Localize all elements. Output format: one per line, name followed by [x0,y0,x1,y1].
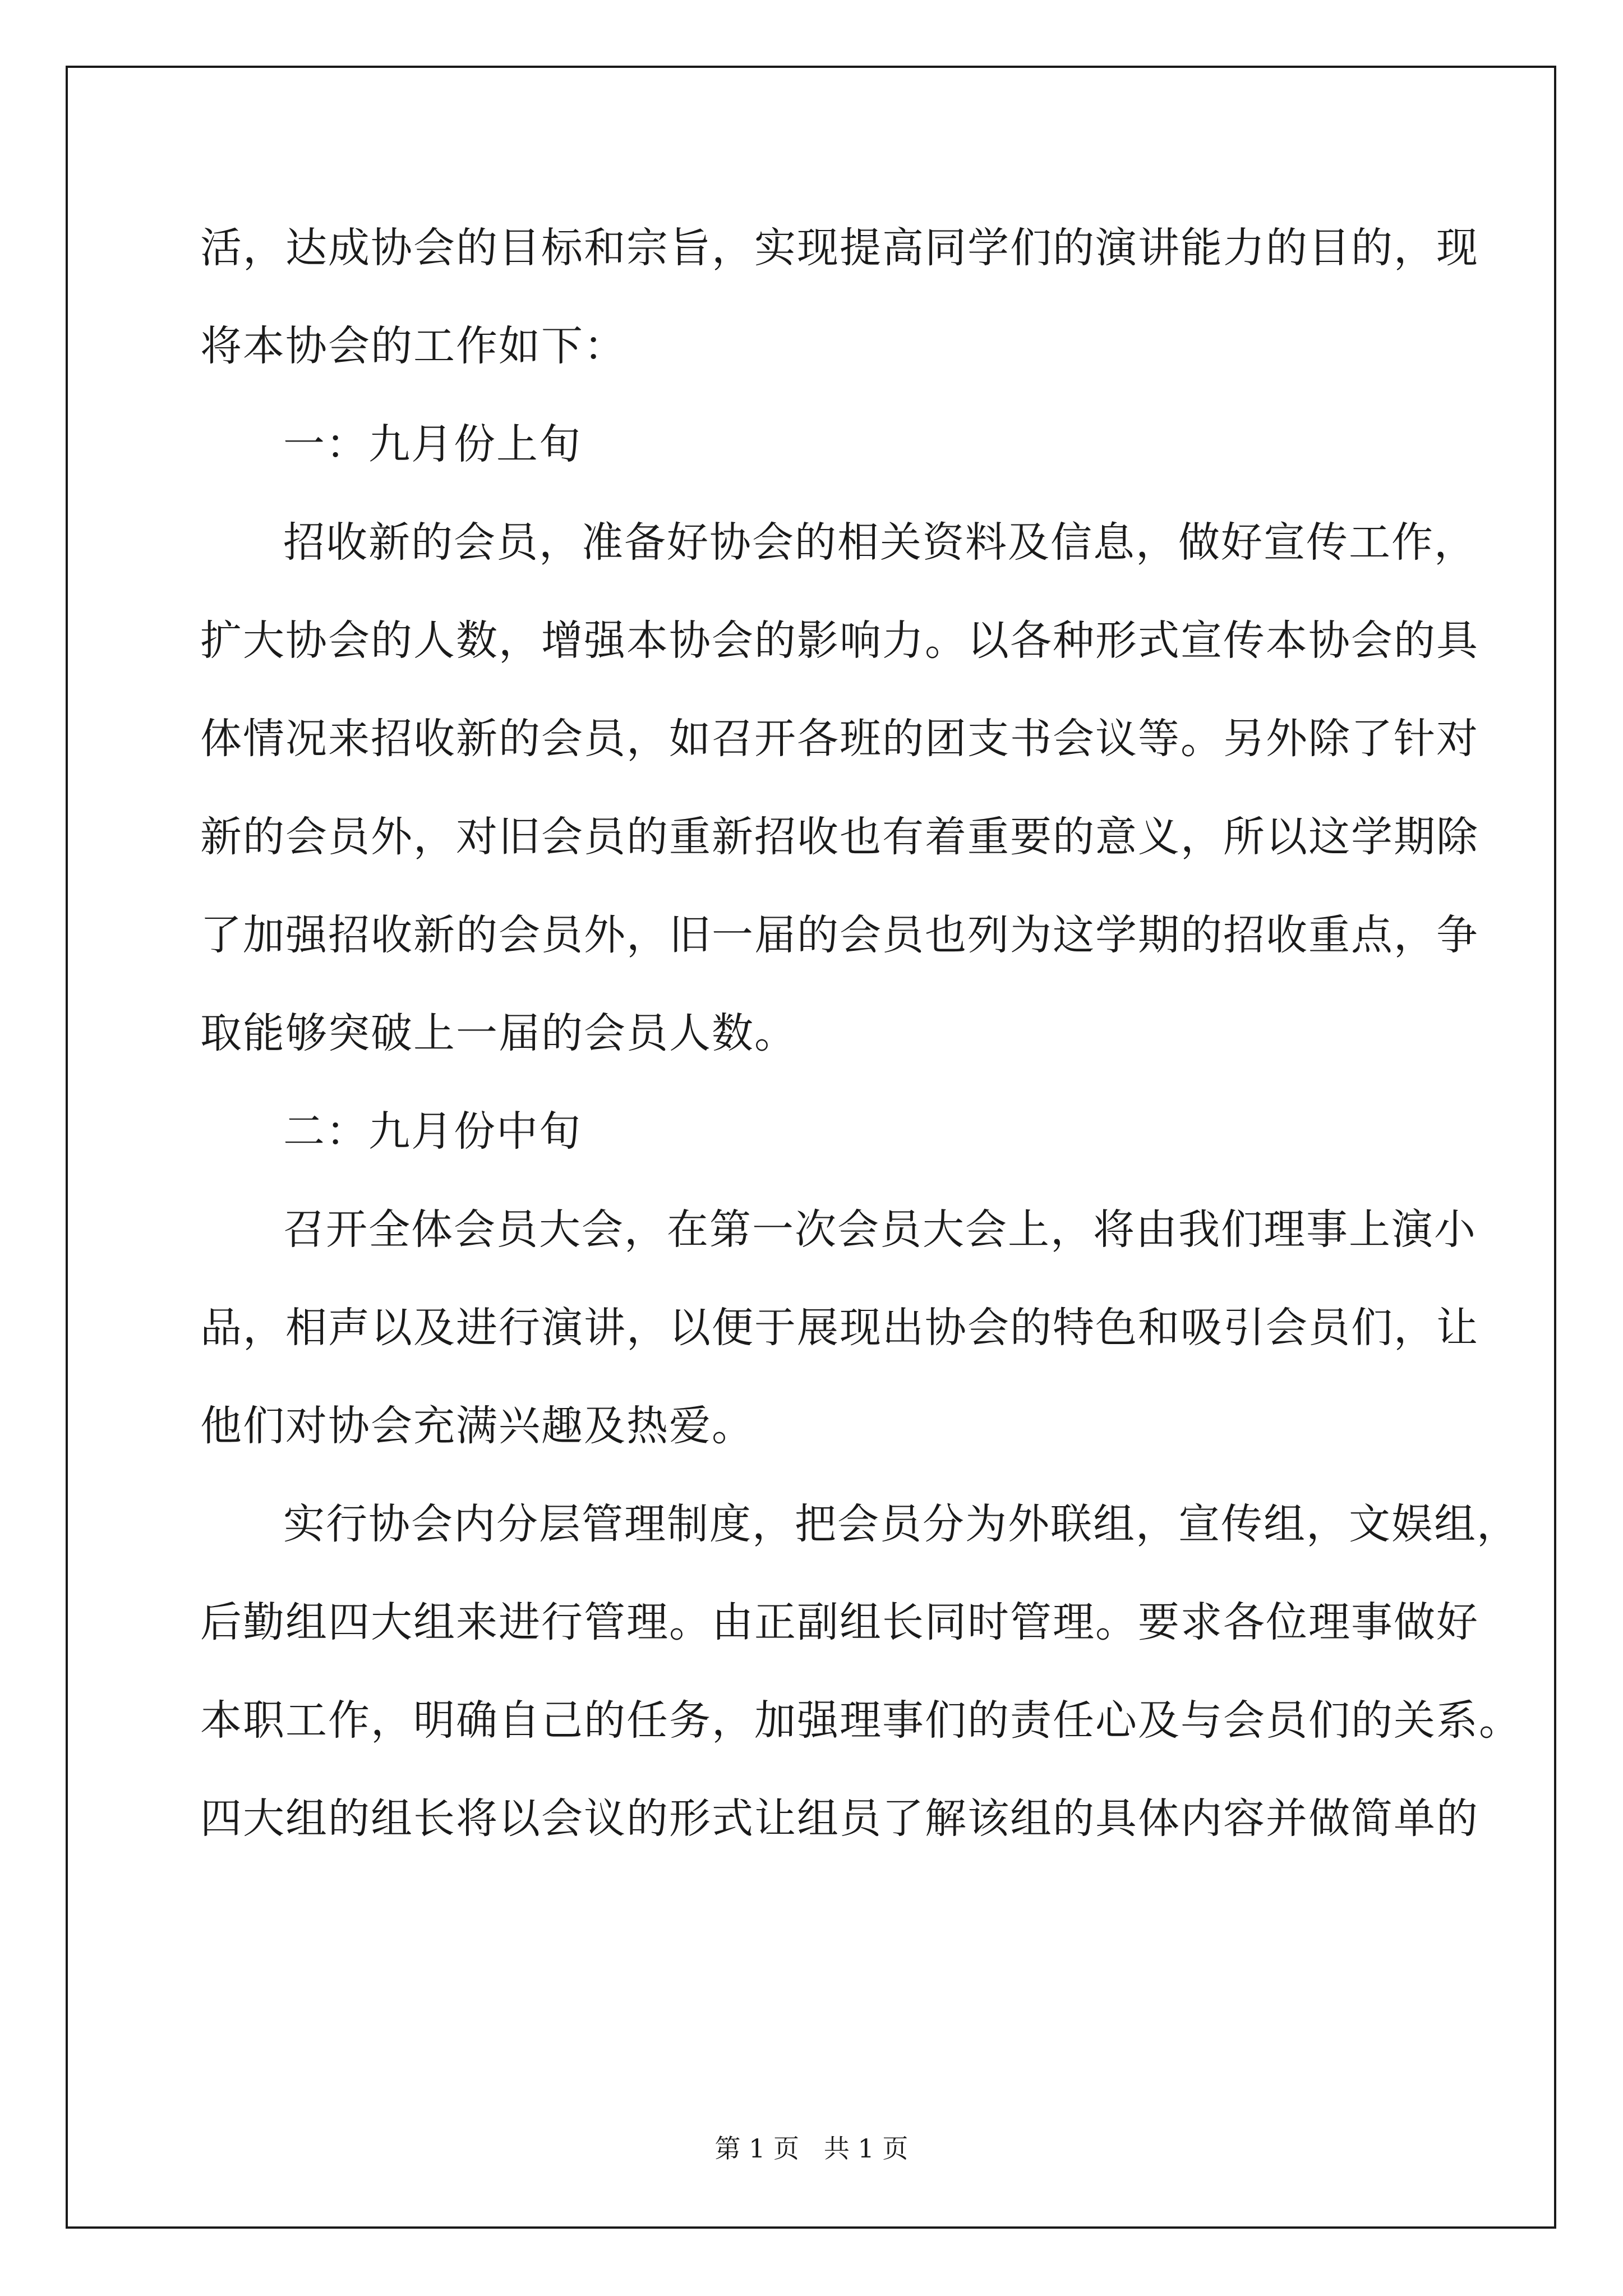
text-line: 实行协会内分层管理制度，把会员分为外联组，宣传组，文娱组， [283,1500,1519,1548]
text-line: 将本协会的工作如下： [200,322,626,370]
text-line: 他们对协会充满兴趣及热爱。 [200,1402,754,1450]
text-line: 品，相声以及进行演讲，以便于展现出协会的特色和吸引会员们，让 [200,1304,1479,1352]
document-body [200,199,1521,1868]
section-heading: 二：九月份中旬 [283,1107,582,1156]
text-line: 后勤组四大组来进行管理。由正副组长同时管理。要求各位理事做好 [200,1598,1479,1646]
text-line: 了加强招收新的会员外，旧一届的会员也列为这学期的招收重点，争 [200,911,1479,959]
text-line: 招收新的会员，准备好协会的相关资料及信息，做好宣传工作， [283,518,1477,567]
text-line: 召开全体会员大会，在第一次会员大会上，将由我们理事上演小 [283,1205,1477,1254]
text-line: 本职工作，明确自己的任务，加强理事们的责任心及与会员们的关系。 [200,1696,1521,1745]
text-line: 活，达成协会的目标和宗旨，实现提高同学们的演讲能力的目的，现 [200,224,1479,272]
text-line: 体情况来招收新的会员，如召开各班的团支书会议等。另外除了针对 [200,715,1479,763]
page-number-footer: 第 1 页 共 1 页 [714,2133,909,2164]
text-line: 新的会员外，对旧会员的重新招收也有着重要的意义，所以这学期除 [200,813,1479,861]
text-line: 四大组的组长将以会议的形式让组员了解该组的具体内容并做简单的 [200,1795,1479,1843]
text-line: 取能够突破上一届的会员人数。 [200,1009,797,1057]
text-line: 扩大协会的人数，增强本协会的影响力。以各种形式宣传本协会的具 [200,616,1479,665]
section-heading: 一：九月份上旬 [283,420,582,468]
